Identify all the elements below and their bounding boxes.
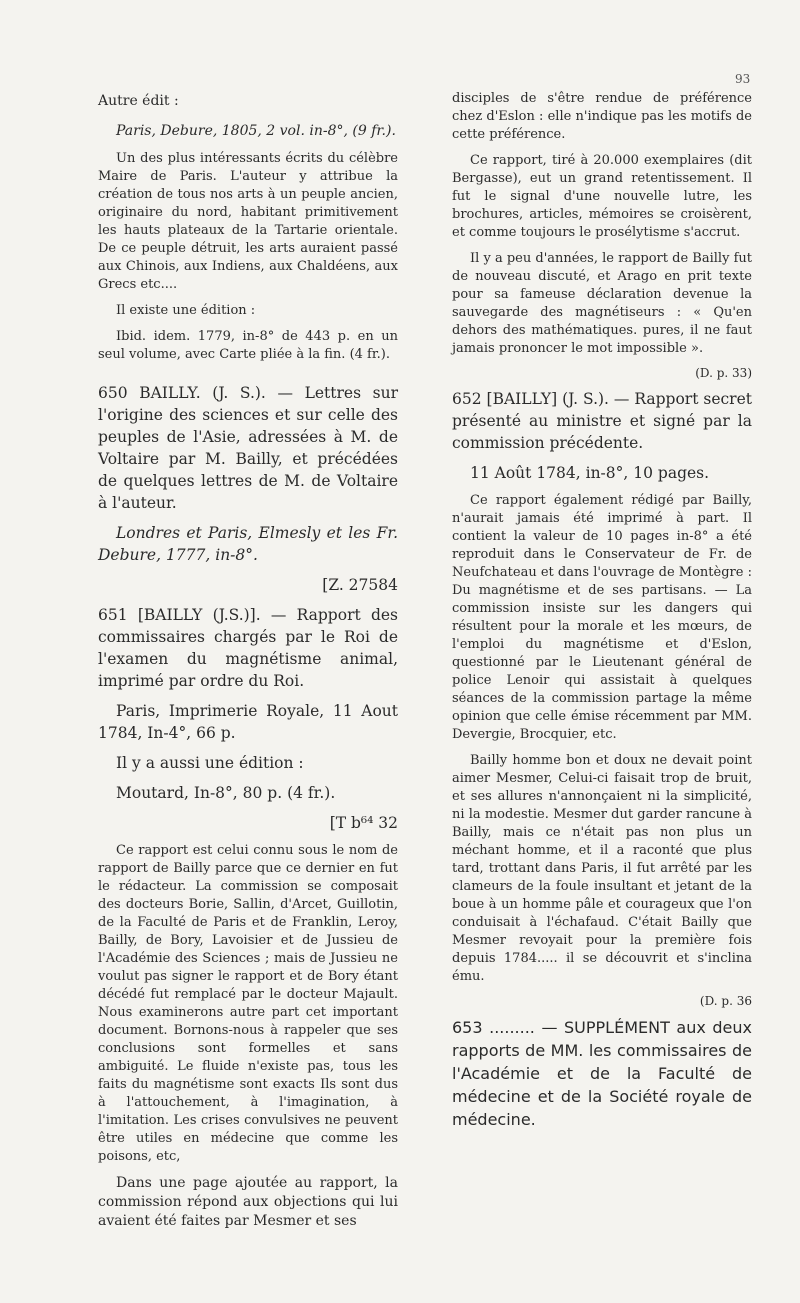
signature-2: (D. p. 36	[699, 994, 752, 1008]
edition-note: Il existe une édition :	[116, 303, 256, 318]
arago-paragraph: Il y a peu d'années, le rapport de Bailly fut de nouveau discuté, et Arago en prit texte pour sa fameuse déclaration devenue la sauvegarde des magnétiseurs : « Qu'en dehors des mathématiques. pures, il ne faut jamais prononcer le mot impossible ».	[452, 251, 752, 356]
entry-651-cote: [T b⁶⁴ 32	[329, 814, 398, 832]
entry-651-edition: Il y a aussi une édition :	[116, 754, 304, 772]
left-column	[98, 90, 398, 1239]
entry-653: 653 ......... — SUPPLÉMENT aux deux rapports de MM. les commissaires de l'Académie et de la Faculté de médecine et de la Société royale de médecine.	[452, 1018, 752, 1129]
ibid-imprint: Ibid. idem. 1779, in-8° de 443 p. en un seul volume, avec Carte pliée à la fin. (4 fr.).	[98, 329, 398, 362]
entry-651-note-2: Dans une page ajoutée au rapport, la commission répond aux objections qui lui avaient été faites par Mesmer et ses	[98, 1175, 398, 1229]
intro-paragraph: Un des plus intéressants écrits du célèbre Maire de Paris. L'auteur y attribue la création de tous nos arts à un peuple ancien, originaire du nord, habitant primitivement les hauts plateaux de la Tartarie orientale. De ce peuple détruit, les arts auraient passé aux Chinois, aux Indiens, aux Chaldéens, aux Grecs etc....	[98, 151, 398, 292]
entry-651-imprint: Paris, Imprimerie Royale, 11 Aout 1784, In-4°, 66 p.	[98, 702, 398, 742]
right-column	[452, 90, 752, 1139]
continuation-paragraph: disciples de s'être rendue de préférence chez d'Eslon : elle n'indique pas les motifs de cette préférence.	[452, 91, 752, 142]
entry-650-heading: 650 BAILLY. (J. S.). — Lettres sur l'origine des sciences et sur celle des peuples de l'Asie, adressées à M. de Voltaire par M. Bailly, et précédées de quelques lettres de M. de Voltaire à l'auteur.	[98, 384, 398, 512]
signature-1: (D. p. 33)	[695, 366, 752, 380]
entry-650-cote: [Z. 27584	[322, 576, 398, 594]
page-number: 93	[735, 72, 751, 86]
autre-edit: Autre édit :	[98, 93, 179, 109]
entry-652-imprint: 11 Août 1784, in-8°, 10 pages.	[470, 464, 710, 482]
paris-debure-imprint: Paris, Debure, 1805, 2 vol. in-8°, (9 fr.).	[116, 123, 396, 139]
entry-652-note: Ce rapport également rédigé par Bailly, n'aurait jamais été imprimé à part. Il contient la valeur de 10 pages in-8° a été reproduit dans le Conservateur de Fr. de Neufchateau et dans l'ouvrage de Montègre : Du magnétisme et de ses partisans. — La commission insiste sur les dangers qui résultent pour la morale et les mœurs, de l'emploi du magnétisme et d'Eslon, questionné par le Lieutenant général de police Lenoir qui assistait à quelques séances de la commission partage la même opinion que celle émise récemment par MM. Devergie, Brocquier, etc.	[452, 493, 752, 742]
entry-651-heading: 651 [BAILLY (J.S.)]. — Rapport des commissaires chargés par le Roi de l'examen du magnétisme animal, imprimé par ordre du Roi.	[98, 606, 398, 690]
entry-651-moutard: Moutard, In-8°, 80 p. (4 fr.).	[116, 784, 336, 802]
entry-652-note-2: Bailly homme bon et doux ne devait point aimer Mesmer, Celui-ci faisait trop de bruit, et ses allures n'annonçaient ni la simplicité, ni la modestie. Mesmer dut garder rancune à Bailly, mais ce n'était pas non plus un méchant homme, et il a raconté que plus tard, trottant dans Paris, il fut arrêté par les clameurs de la foule insultant et jetant de la boue à un homme pâle et courageux que l'on conduisait à l'échafaud. C'était Bailly que Mesmer revoyait pour la première fois depuis 1784..... il se découvrit et s'inclina ému.	[452, 753, 752, 984]
entry-650-imprint: Londres et Paris, Elmesly et les Fr. Debure, 1777, in-8°.	[98, 524, 398, 564]
entry-652-heading: 652 [BAILLY] (J. S.). — Rapport secret présenté au ministre et signé par la commission précédente.	[452, 390, 752, 452]
report-paragraph: Ce rapport, tiré à 20.000 exemplaires (dit Bergasse), eut un grand retentissement. Il fut le signal d'une nouvelle lutre, les brochures, articles, mémoires se croisèrent, et comme toujours le prosélytisme s'accrut.	[452, 153, 752, 240]
entry-651-note: Ce rapport est celui connu sous le nom de rapport de Bailly parce que ce dernier en fut le rédacteur. La commission se composait des docteurs Borie, Sallin, d'Arcet, Guillotin, de la Faculté de Paris et de Franklin, Leroy, Bailly, de Bory, Lavoisier et de Jussieu de l'Académie des Sciences ; mais de Jussieu ne voulut pas signer le rapport et de Bory étant décédé fut remplacé par le docteur Majault. Nous examinerons autre part cet important document. Bornons-nous à rappeler que ses conclusions sont formelles et sans ambiguité. Le fluide n'existe pas, tous les faits du magnétisme sont exacts Ils sont dus à l'attouchement, à l'imagination, à l'imitation. Les crises convulsives ne peuvent être utiles en médecine que comme les poisons, etc,	[98, 843, 398, 1164]
